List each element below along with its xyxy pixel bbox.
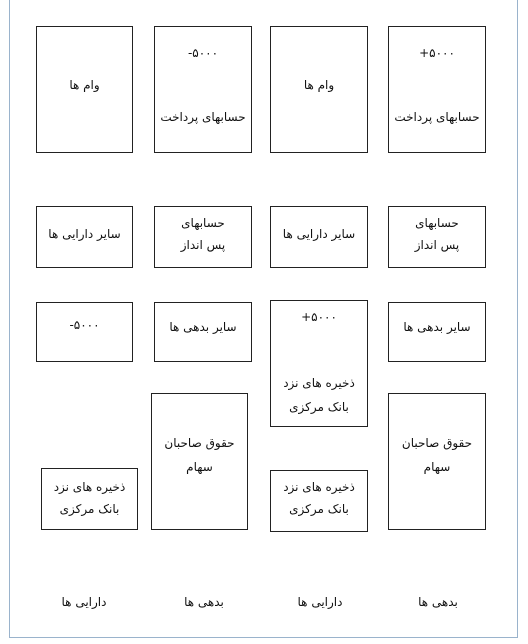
box-label-line1: حقوق صاحبان [164,436,235,450]
col2-box-payments [154,26,252,153]
col3-box-other-assets [270,206,368,268]
col2-box-savings [154,206,252,268]
col4-box-equity [388,393,486,530]
box-label-line2: سهام [186,460,213,474]
col1-box-change [36,302,133,362]
col1-box-reserves [41,468,138,530]
col4-box-savings [388,206,486,268]
box-label-line2: پس انداز [414,238,460,252]
box-label: سایر دارایی ها [282,227,356,241]
box-label-line1: ذخیره های نزد [53,480,126,494]
box-label: وام ها [69,78,100,92]
change-amount: -۵۰۰۰ [69,318,100,332]
box-label-line2: بانک مرکزی [289,502,349,516]
box-label-line2: بانک مرکزی [289,400,349,414]
col3-footer: دارایی ها [297,595,343,609]
col2-footer: بدهی ها [184,595,224,609]
box-label: سایر بدهی ها [169,320,237,334]
col1-footer: دارایی ها [61,595,107,609]
change-amount: -۵۰۰۰ [187,46,219,60]
col3-box-reserves [270,470,368,532]
col3-box-loans [270,26,368,153]
col1-box-other-assets [36,206,133,268]
box-label: سایر بدهی ها [403,320,471,334]
box-label-line1: ذخیره های نزد [283,376,355,390]
box-label: حسابهای پرداخت [394,110,480,124]
box-label-line2: سهام [423,460,451,474]
col1-box-loans [36,26,133,153]
col4-footer: بدهی ها [418,595,458,609]
change-amount: +۵۰۰۰ [301,310,337,324]
col2-box-equity [151,393,248,530]
change-amount: +۵۰۰۰ [419,46,455,60]
col4-box-payments [388,26,486,153]
box-label: حسابهای پرداخت [160,110,246,124]
box-label-line2: پس انداز [180,238,226,252]
box-label-line1: حقوق صاحبان [401,436,473,450]
col3-box-reserves-change [270,300,368,427]
col4-box-other-liabilities [388,302,486,362]
box-label-line1: حسابهای [415,216,459,230]
box-label-line1: حسابهای [181,216,225,230]
box-label: سایر دارایی ها [48,227,121,241]
box-label-line2: بانک مرکزی [59,502,120,516]
col2-box-other-liabilities [154,302,252,362]
box-label: وام ها [303,78,335,92]
box-label-line1: ذخیره های نزد [283,480,355,494]
